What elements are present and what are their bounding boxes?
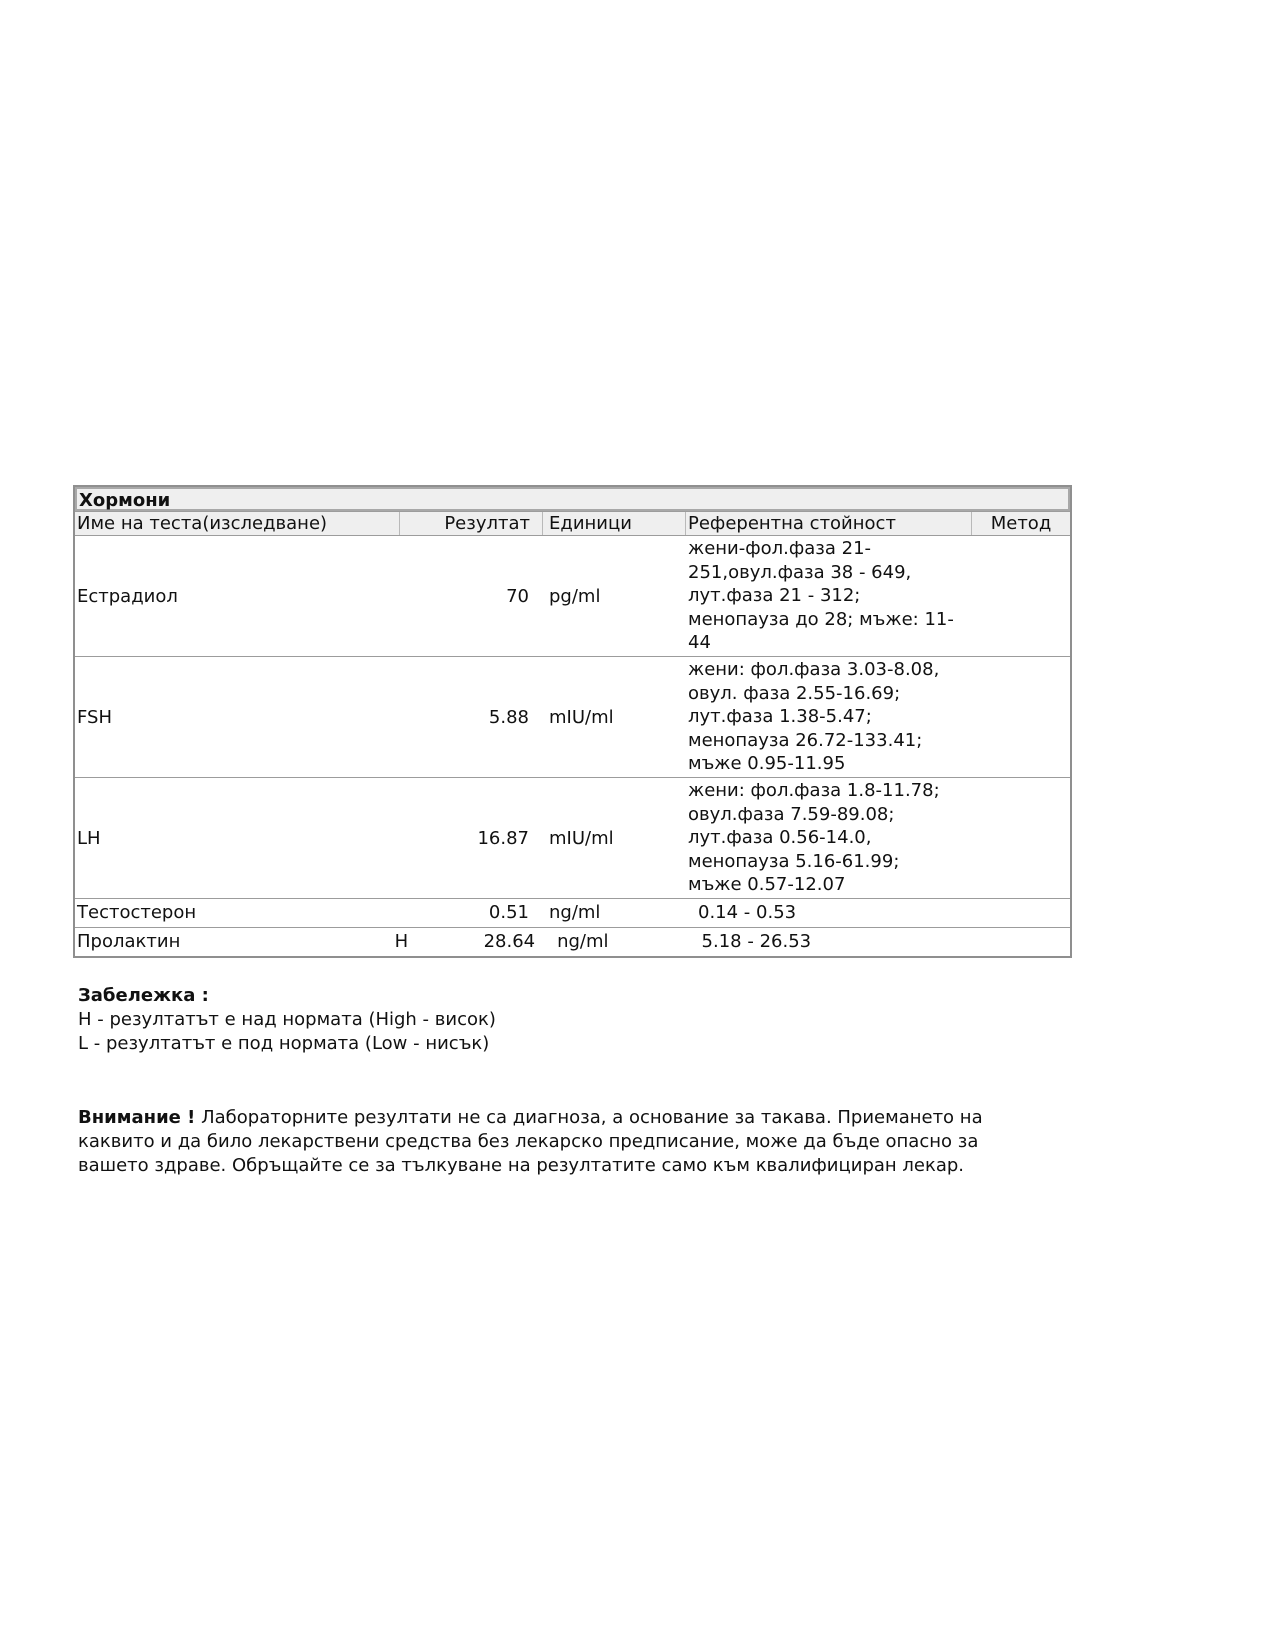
test-reference: жени-фол.фаза 21- 251,овул.фаза 38 - 649, лут.фаза 21 - 312; менопауза до 28; мъже: 11- 44 xyxy=(688,538,954,654)
table-row xyxy=(75,656,1070,777)
note-line-low: L - резултатът е под нормата (Low - нисък) xyxy=(78,1033,490,1054)
test-name: LH xyxy=(77,827,101,849)
test-units: ng/ml xyxy=(557,931,609,952)
legend-note xyxy=(78,984,496,1056)
test-name: Пролактин xyxy=(77,931,181,952)
test-method xyxy=(972,928,1070,956)
result-flag-cell xyxy=(394,928,409,956)
test-name: FSH xyxy=(77,706,112,728)
table-header-row xyxy=(75,511,1070,535)
note-title: Забележка : xyxy=(78,985,209,1006)
test-result: 16.87 xyxy=(477,827,529,849)
warning-text: Лабораторните резултати не са диагноза, а основание за такава. Приемането на каквито и да било лекарствени средства без лекарско предписание, може да бъде опасно за вашето здраве. Обръщайте се за тълкуване на резултатите само към квалифициран лекар. xyxy=(78,1107,983,1176)
test-reference: 5.18 - 26.53 xyxy=(701,931,812,952)
table-row xyxy=(75,535,1070,656)
column-header-result: Резултат xyxy=(400,512,543,535)
test-units: pg/ml xyxy=(549,585,601,607)
test-units: ng/ml xyxy=(549,902,601,923)
column-header-name: Име на теста(изследване) xyxy=(75,512,400,535)
test-result: 5.88 xyxy=(488,706,529,728)
test-name: Естрадиол xyxy=(77,585,178,607)
high-flag: H xyxy=(394,931,409,952)
warning-paragraph xyxy=(78,1106,1038,1178)
section-title: Хормони xyxy=(75,487,1070,511)
test-units: mIU/ml xyxy=(549,706,614,728)
column-header-units: Единици xyxy=(543,512,686,535)
test-reference: жени: фол.фаза 3.03-8.08, овул. фаза 2.55-16.69; лут.фаза 1.38-5.47; менопауза 26.72-133.41; мъже 0.95-11.95 xyxy=(688,659,940,775)
note-line-high: H - резултатът е над нормата (High - висок) xyxy=(78,1009,496,1030)
test-result: 70 xyxy=(506,585,529,607)
test-reference: 0.14 - 0.53 xyxy=(698,902,797,923)
test-method xyxy=(972,899,1070,927)
column-header-reference: Референтна стойност xyxy=(686,512,972,535)
test-reference: жени: фол.фаза 1.8-11.78; овул.фаза 7.59-89.08; лут.фаза 0.56-14.0, менопауза 5.16-61.99; мъже 0.57-12.07 xyxy=(688,780,940,896)
test-units: mIU/ml xyxy=(549,827,614,849)
table-row xyxy=(75,898,1070,927)
warning-label: Внимание ! xyxy=(78,1107,196,1128)
hormones-table xyxy=(73,485,1072,958)
table-row xyxy=(75,777,1070,898)
test-result: 28.64 xyxy=(483,931,536,952)
column-header-method: Метод xyxy=(990,513,1052,534)
test-name: Тестостерон xyxy=(77,902,197,923)
test-result: 0.51 xyxy=(488,902,529,923)
table-row xyxy=(75,927,1070,956)
